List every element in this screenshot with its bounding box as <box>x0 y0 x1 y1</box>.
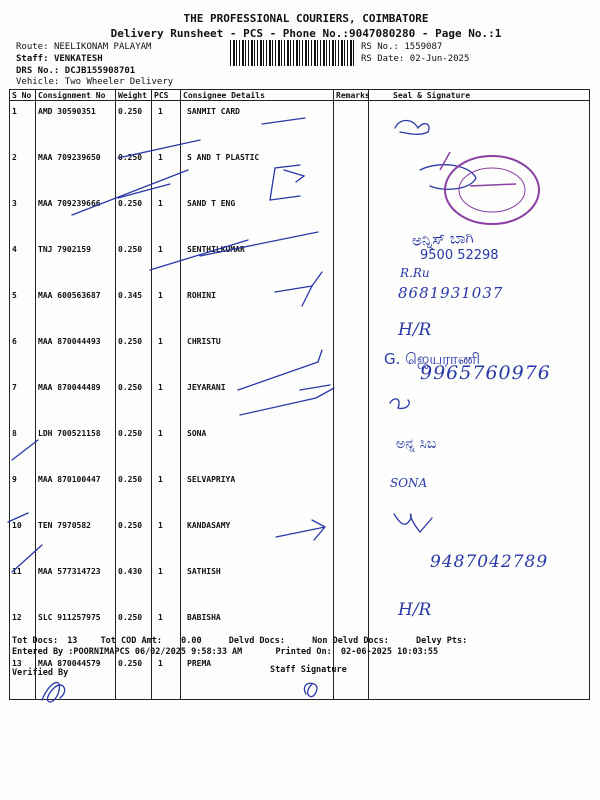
strike-mark <box>200 232 318 256</box>
row-weight: 0.250 <box>116 653 152 700</box>
row-consignee: JEYARANI <box>181 377 334 423</box>
handwriting-row13: H/R <box>398 600 432 620</box>
handwriting-row4: ಅನ್ನಿಸ್ ಬಾಗಿ <box>411 228 475 250</box>
row-consignment: MAA 870044493 <box>36 331 116 377</box>
tick-mark <box>12 545 42 572</box>
row-sno: 8 <box>10 423 36 469</box>
row-consignee: KANDASAMY <box>181 515 334 561</box>
row-sno: 3 <box>10 193 36 239</box>
entered-line <box>12 647 438 657</box>
row-sno: 7 <box>10 377 36 423</box>
verified-signature <box>42 683 65 702</box>
handwriting-row9: ಅನ್ನ ಸಿಬ <box>396 436 437 452</box>
runsheet-subtitle: Delivery Runsheet - PCS - Phone No.:9047080280 - Page No.:1 <box>110 27 502 40</box>
signature-scribble <box>395 121 429 135</box>
row-weight: 0.250 <box>116 515 152 561</box>
row-pcs: 1 <box>152 653 181 700</box>
tot-docs-label: Tot Docs: <box>12 636 59 646</box>
row-weight: 0.250 <box>116 377 152 423</box>
row-consignment: LDH 700521158 <box>36 423 116 469</box>
delvd-docs-label: Delvd Docs: <box>228 636 286 646</box>
row-pcs: 1 <box>152 285 181 331</box>
tot-docs-value: 13 <box>67 636 78 646</box>
row-consignee: SELVAPRIYA <box>181 469 334 515</box>
strike-mark <box>118 184 170 198</box>
col-header-weight: Weight <box>116 90 152 101</box>
row-consignee: ROHINI <box>181 285 334 331</box>
row-pcs: 1 <box>152 331 181 377</box>
row-pcs: 1 <box>152 239 181 285</box>
row-consignee: SAND T ENG <box>181 193 334 239</box>
strike-mark <box>150 240 248 270</box>
row-pcs: 1 <box>152 101 181 148</box>
staff-value: VENKATESH <box>53 54 103 64</box>
row-consignment: MAA 600563687 <box>36 285 116 331</box>
staff-signature-label: Staff Signature <box>270 665 347 675</box>
row-weight: 0.250 <box>116 423 152 469</box>
row-consignment: MAA 870044489 <box>36 377 116 423</box>
handwriting-row7-phone: 9965760976 <box>420 362 551 384</box>
tick-mark <box>8 513 28 522</box>
row-weight: 0.250 <box>116 193 152 239</box>
row-weight: 0.250 <box>116 147 152 193</box>
route-label: Route: <box>16 42 49 52</box>
row-weight: 0.250 <box>116 331 152 377</box>
signature-scribble <box>394 514 432 532</box>
rs-no-label: RS No.: <box>361 42 399 52</box>
strike-mark <box>118 140 200 158</box>
handwriting-row5-phone: 8681931037 <box>398 284 504 302</box>
row-sno: 1 <box>10 101 36 148</box>
drs-label: DRS No.: <box>16 66 60 76</box>
signature-scribble <box>390 399 409 409</box>
row-sno: 12 <box>10 607 36 653</box>
col-header-remarks: Remarks <box>334 90 369 101</box>
rs-no-value: 1559087 <box>404 42 443 52</box>
row-sno: 10 <box>10 515 36 561</box>
vehicle-value: Two Wheeler Delivery <box>64 77 174 87</box>
row-consignment: TNJ 7902159 <box>36 239 116 285</box>
row-sno: 4 <box>10 239 36 285</box>
arrow-mark <box>276 520 325 540</box>
row-pcs: 1 <box>152 515 181 561</box>
row-consignment: TEN 7970582 <box>36 515 116 561</box>
rs-date-label: RS Date: <box>361 54 405 64</box>
row-sno: 11 <box>10 561 36 607</box>
entered-by-label: Entered By : <box>12 647 74 657</box>
row-weight: 0.250 <box>116 607 152 653</box>
row-consignee: PREMA <box>181 653 334 700</box>
arrow-mark <box>275 272 322 306</box>
row-consignment: MAA 709239650 <box>36 147 116 193</box>
row-pcs: 1 <box>152 561 181 607</box>
handwriting-row5-name: R.Ru <box>400 266 430 280</box>
row-sno: 9 <box>10 469 36 515</box>
rs-date-value: 02-Jun-2025 <box>409 54 470 64</box>
route-value: NEELIKONAM PALAYAM <box>53 42 152 52</box>
drs-value: DCJB155908701 <box>64 66 136 76</box>
row-consignment: MAA 577314723 <box>36 561 116 607</box>
row-consignee: SANMIT CARD <box>181 101 334 148</box>
non-delvd-docs-label: Non Delvd Docs: <box>312 636 389 646</box>
col-header-signature: Seal & Signature <box>369 90 590 101</box>
row-weight: 0.430 <box>116 561 152 607</box>
staff-signature-mark <box>304 683 317 696</box>
squiggle-mark <box>284 170 304 182</box>
seal-stamp <box>440 152 539 224</box>
row-consignee: BABISHA <box>181 607 334 653</box>
strike-mark <box>72 170 188 215</box>
entered-by-value: POORNIMAPCS 06/02/2025 9:58:33 AM <box>73 647 243 657</box>
row-consignee: CHRISTU <box>181 331 334 377</box>
arrow-mark <box>240 388 334 415</box>
row-consignee: S AND T PLASTIC <box>181 147 334 193</box>
delvy-pts-label: Delvy Pts: <box>416 636 468 646</box>
row-pcs: 1 <box>152 147 181 193</box>
handwriting-row7: G. ஜெயராணி <box>384 350 481 368</box>
row-sno: 5 <box>10 285 36 331</box>
row-consignee: SONA <box>181 423 334 469</box>
row-consignment: MAA 709239666 <box>36 193 116 239</box>
row-consignment: MAA 870044579 <box>36 653 116 700</box>
row-pcs: 1 <box>152 469 181 515</box>
handwriting-row12-phone: 9487042789 <box>430 552 549 572</box>
printed-on-label: Printed On: <box>275 647 332 657</box>
row-consignee: SATHISH <box>181 561 334 607</box>
row-pcs: 1 <box>152 423 181 469</box>
tick-mark <box>12 440 38 460</box>
row-weight: 0.345 <box>116 285 152 331</box>
row-consignment: AMD 30590351 <box>36 101 116 148</box>
vehicle-label: Vehicle: <box>16 77 60 87</box>
row-pcs: 1 <box>152 377 181 423</box>
col-header-consignment: Consignment No <box>36 90 116 101</box>
row-consignment: SLC 911257975 <box>36 607 116 653</box>
totals-line <box>12 636 467 646</box>
row-pcs: 1 <box>152 607 181 653</box>
row-sno: 6 <box>10 331 36 377</box>
row-weight: 0.250 <box>116 469 152 515</box>
verified-by-label: Verified By <box>12 668 69 678</box>
col-header-pcs: PCS <box>152 90 181 101</box>
tot-cod-label: Tot COD Amt: <box>100 636 162 646</box>
row-sno: 13 <box>10 653 36 700</box>
tot-cod-value: 0.00 <box>181 636 202 646</box>
company-title: THE PROFESSIONAL COURIERS, COIMBATORE <box>183 12 429 25</box>
handwriting-row10: SONA <box>390 476 428 490</box>
tick-mark <box>262 118 305 124</box>
row-sno: 2 <box>10 147 36 193</box>
handwriting-row6: H/R <box>398 320 432 340</box>
printed-on-value: 02-06-2025 10:03:55 <box>340 647 439 657</box>
staff-label: Staff: <box>16 54 49 64</box>
handwriting-row4-phone: 9500 52298 <box>420 248 499 263</box>
row-pcs: 1 <box>152 193 181 239</box>
row-weight: 0.250 <box>116 101 152 148</box>
col-header-consignee: Consignee Details <box>181 90 334 101</box>
arrow-mark <box>238 350 330 390</box>
col-header-sno: S No <box>10 90 36 101</box>
row-weight: 0.250 <box>116 239 152 285</box>
row-consignee: SENTHILKUMAR <box>181 239 334 285</box>
row-consignment: MAA 870100447 <box>36 469 116 515</box>
